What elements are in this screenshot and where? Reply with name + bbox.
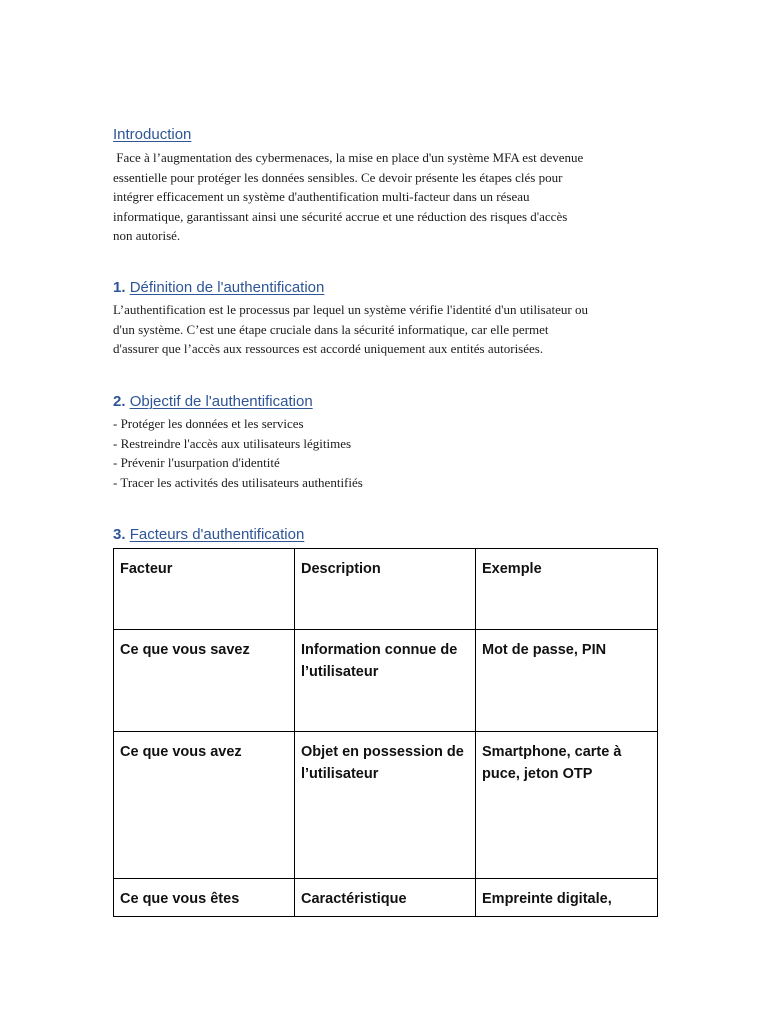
section1-number: 1. [113, 279, 126, 296]
table-cell: Ce que vous avez [114, 732, 295, 879]
introduction-line: intégrer efficacement un système d'authentification multi-facteur dans un réseau [113, 189, 530, 204]
section3-heading [113, 526, 304, 544]
table-row [114, 630, 658, 732]
table-header-cell: Description [295, 549, 476, 630]
section3-title: Facteurs d'authentification [129, 526, 305, 543]
section1-title: Définition de l'authentification [129, 279, 325, 296]
introduction-line: informatique, garantissant ainsi une sécurité accrue et une réduction des risques d'accès [113, 208, 568, 224]
table-cell: Ce que vous savez [114, 630, 295, 732]
table-cell: Smartphone, carte à puce, jeton OTP [476, 732, 658, 879]
section1-line: d'assurer que l’accès aux ressources est accordé uniquement aux entités autorisées. [113, 341, 544, 356]
table-cell: Objet en possession de l’utilisateur [295, 732, 476, 879]
table-cell: Information connue de l’utilisateur [295, 630, 476, 732]
section1-heading [113, 279, 324, 297]
table-header-cell: Exemple [476, 549, 658, 630]
section2-list [113, 414, 658, 492]
table-cell: Mot de passe, PIN [476, 630, 658, 732]
factors-table [113, 548, 658, 917]
section1-paragraph [113, 300, 658, 359]
section2-title: Objectif de l'authentification [129, 393, 313, 410]
section2-number: 2. [113, 393, 126, 410]
list-item: - Tracer les activités des utilisateurs authentifiés [113, 474, 363, 490]
section3-number: 3. [113, 526, 126, 543]
section1-line: L’authentification est le processus par lequel un système vérifie l'identité d'un utilisateur ou [113, 302, 588, 317]
table-cell: Empreinte digitale, [476, 879, 658, 917]
introduction-heading [113, 126, 191, 144]
table-cell: Ce que vous êtes [114, 879, 295, 917]
list-item: - Prévenir l'usurpation d'identité [113, 455, 280, 470]
table-header-cell: Facteur [114, 549, 295, 630]
introduction-paragraph [113, 148, 658, 246]
table-header-row [114, 549, 658, 630]
introduction-line: non autorisé. [113, 228, 181, 243]
table-row [114, 879, 658, 917]
section2-heading [113, 393, 313, 411]
introduction-line: Face à l’augmentation des cybermenaces, la mise en place d'un système MFA est devenue [113, 150, 584, 165]
list-item: - Restreindre l'accès aux utilisateurs légitimes [113, 435, 352, 451]
introduction-line: essentielle pour protéger les données sensibles. Ce devoir présente les étapes clés pour [113, 169, 563, 185]
section1-line: d'un système. C’est une étape cruciale dans la sécurité informatique, car elle permet [113, 321, 549, 337]
table-cell: Caractéristique [295, 879, 476, 917]
list-item: - Protéger les données et les services [113, 416, 304, 431]
table-row [114, 732, 658, 879]
introduction-title: Introduction [113, 126, 192, 143]
